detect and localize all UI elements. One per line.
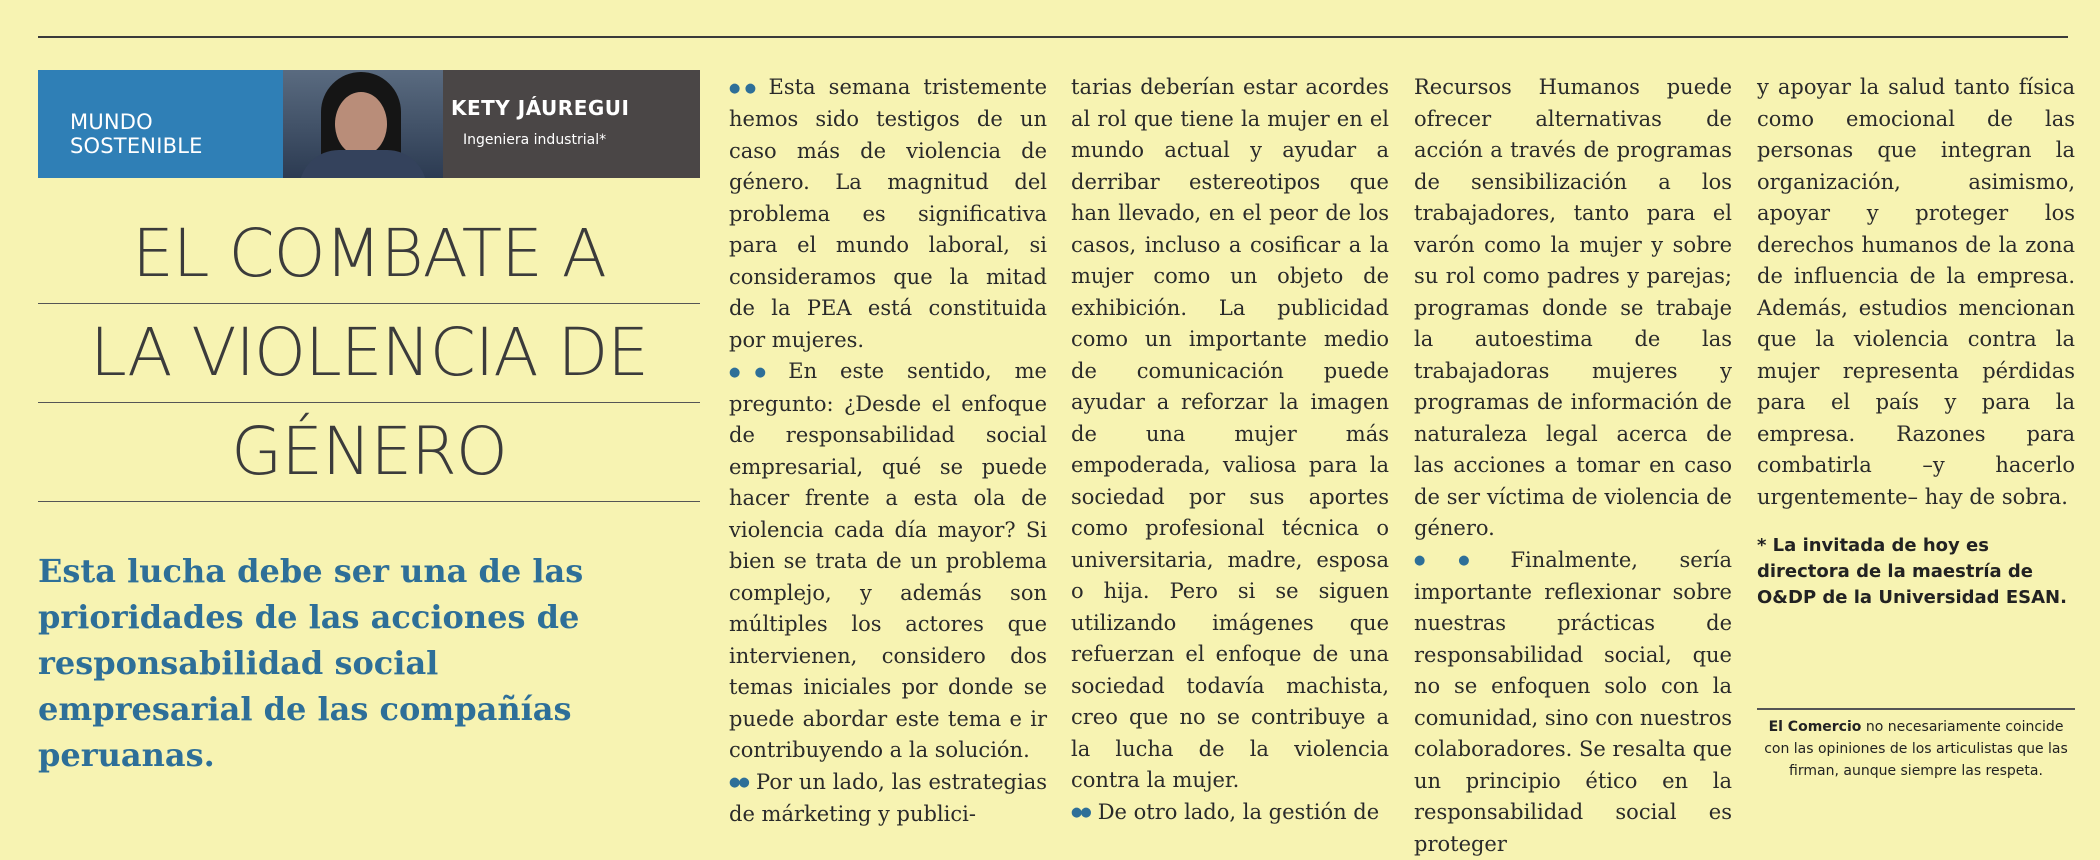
author-photo	[283, 70, 443, 178]
body-paragraph: ●● Finalmente, sería importante reflexionar sobre nuestras prácticas de responsabilidad social, que no se enfoquen solo con la comunidad, sino con nuestros colaboradores. Se resalta que un principio ético en la responsabilidad social es proteger	[1414, 545, 1732, 860]
bullet-icon: ●●	[729, 365, 780, 380]
disclaimer-rule	[1757, 708, 2075, 710]
disclaimer-text: no necesariamente coincide con las opiniones de los articulistas que las firman, aunque siempre las respeta.	[1764, 719, 2068, 779]
bullet-icon: ●●	[729, 81, 761, 96]
body-paragraph: ●● De otro lado, la gestión de	[1071, 797, 1389, 829]
bullet-icon: ●●	[1071, 805, 1090, 820]
author-note: * La invitada de hoy es directora de la maestría de O&DP de la Universidad ESAN.	[1757, 533, 2075, 611]
bullet-icon: ●●	[1414, 553, 1502, 568]
author-name: KETY JÁUREGUI	[451, 96, 629, 120]
bullet-icon: ●●	[729, 775, 748, 790]
headline-line: LA VIOLENCIA DE	[38, 304, 700, 403]
body-paragraph: Recursos Humanos puede ofrecer alternativas de acción a través de programas de sensibilización a los trabajadores, tanto para el varón como la mujer y sobre su rol como padres y parejas; programas donde se trabaje la autoestima de las trabajadoras mujeres y programas de información de naturaleza legal acerca de las acciones a tomar en caso de ser víctima de violencia de género.	[1414, 72, 1732, 545]
disclaimer	[1757, 716, 2075, 782]
body-column-4	[1757, 72, 2075, 611]
column-header-banner	[38, 70, 700, 178]
headline-line: GÉNERO	[38, 403, 700, 502]
body-column-2	[1071, 72, 1389, 829]
top-rule	[38, 36, 2068, 38]
body-column-3	[1414, 72, 1732, 860]
author-role: Ingeniera industrial*	[463, 132, 606, 148]
deck-subheadline: Esta lucha debe ser una de las prioridades de las acciones de responsabilidad social empresarial de las compañías peruanas.	[38, 548, 638, 778]
body-paragraph: ●● Esta semana tristemente hemos sido testigos de un caso más de violencia de género. La magnitud del problema es significativa para el mundo laboral, si consideramos que la mitad de la PEA está constituida por mujeres.	[729, 72, 1047, 356]
body-paragraph: ●● Por un lado, las estrategias de márketing y publici-	[729, 767, 1047, 831]
body-paragraph: ●● En este sentido, me pregunto: ¿Desde el enfoque de responsabilidad social empresarial, qué se puede hacer frente a esta ola de violencia cada día mayor? Si bien se trata de un problema complejo, y además son múltiples los actores que intervienen, considero dos temas iniciales por donde se puede abordar este tema e ir contribuyendo a la solución.	[729, 356, 1047, 766]
body-paragraph: tarias deberían estar acordes al rol que tiene la mujer en el mundo actual y ayudar a derribar estereotipos que han llevado, en el peor de los casos, incluso a cosificar a la mujer como un objeto de exhibición. La publicidad como un importante medio de comunicación puede ayudar a reforzar la imagen de una mujer más empoderada, valiosa para la sociedad por sus aportes como profesional técnica o universitaria, madre, esposa o hija. Pero si se siguen utilizando imágenes que refuerzan el enfoque de una sociedad todavía machista, creo que no se contribuye a la lucha de la violencia contra la mujer.	[1071, 72, 1389, 797]
section-label-box	[38, 70, 283, 178]
publisher-name: El Comercio	[1769, 719, 1862, 735]
body-paragraph: y apoyar la salud tanto física como emocional de las personas que integran la organización, asimismo, apoyar y proteger los derechos humanos de la zona de influencia de la empresa. Además, estudios mencionan que la violencia contra la mujer representa pérdidas para el país y para la empresa. Razones para combatirla –y hacerlo urgentemente– hay de sobra.	[1757, 72, 2075, 513]
section-label: MUNDO SOSTENIBLE	[70, 110, 283, 158]
headline-line: EL COMBATE A	[38, 205, 700, 304]
body-column-1	[729, 72, 1047, 830]
headline	[38, 205, 700, 502]
